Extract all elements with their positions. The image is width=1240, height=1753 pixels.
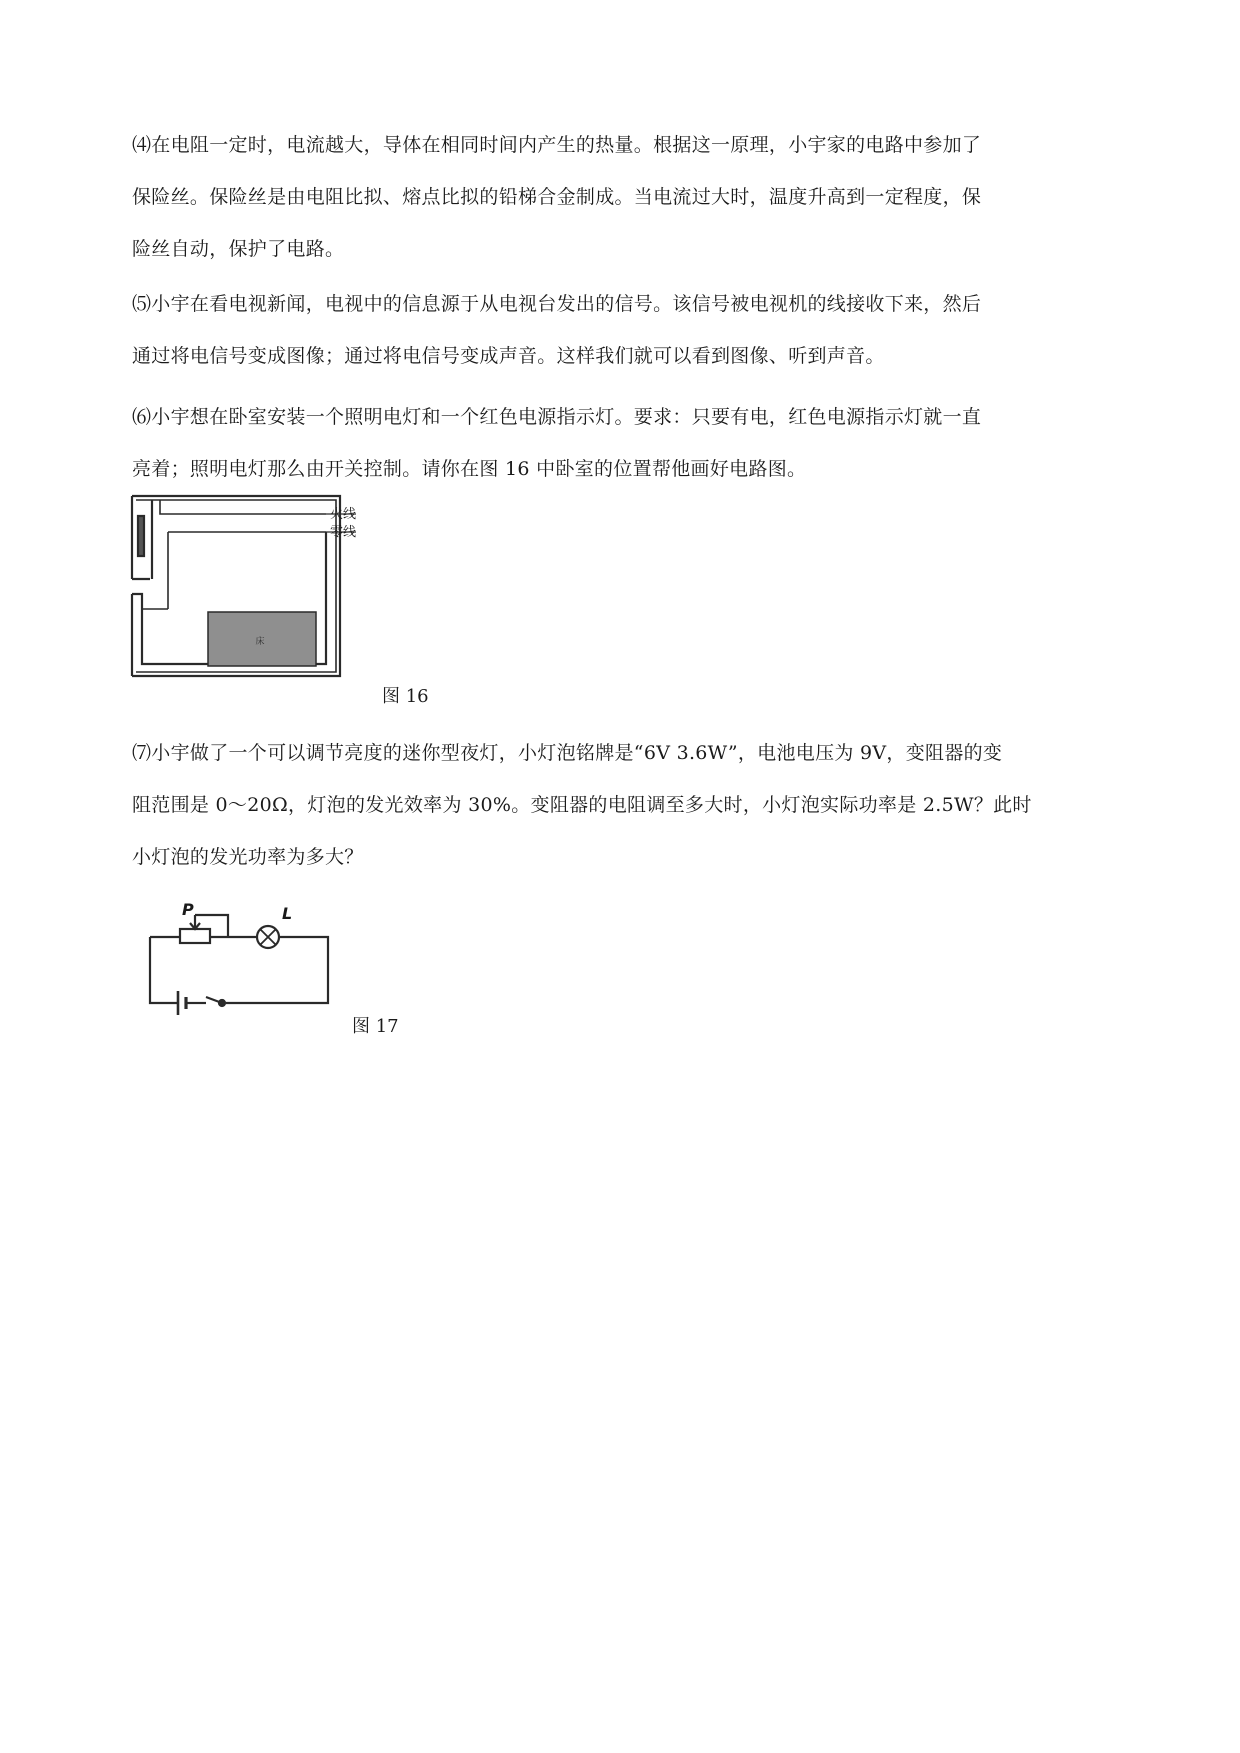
question-6-line-2: 亮着；照明电灯那么由开关控制。请你在图 16 中卧室的位置帮他画好电路图。 <box>132 458 807 480</box>
figure-16-caption: 图 16 <box>382 686 429 707</box>
question-7-line-2: 阻范围是 0～20Ω，灯泡的发光效率为 30%。变阻器的电阻调至多大时，小灯泡实际功率是 2.5W？此时 <box>132 794 1032 816</box>
rheostat-label: P <box>182 900 194 919</box>
figure-17-caption: 图 17 <box>352 1016 399 1037</box>
bed-label: 床 <box>255 637 265 647</box>
lamp-label: L <box>282 904 293 923</box>
question-6-line-1: ⑹小宇想在卧室安装一个照明电灯和一个红色电源指示灯。要求：只要有电，红色电源指示灯就一直 <box>132 406 982 428</box>
question-7-line-1: ⑺小宇做了一个可以调节亮度的迷你型夜灯，小灯泡铭牌是“6V 3.6W”，电池电压为 9V，变阻器的变 <box>132 742 1003 764</box>
rheostat-body <box>180 929 210 943</box>
door-edge-bottom <box>132 594 142 604</box>
figure-17-circuit <box>140 895 340 1020</box>
right-wire <box>226 937 328 1003</box>
question-7-line-3: 小灯泡的发光功率为多大？ <box>132 846 364 868</box>
live-wire-label: 火线 <box>330 507 357 522</box>
question-4 <box>132 119 1122 275</box>
figure-17-drawing <box>140 895 340 1020</box>
question-5 <box>132 278 1122 382</box>
question-5-line-1: ⑸小宇在看电视新闻，电视中的信息源于从电视台发出的信号。该信号被电视机的线接收下来，然后 <box>132 293 982 315</box>
question-7 <box>132 727 1122 883</box>
question-4-line-1: ⑷在电阻一定时，电流越大，导体在相同时间内产生的热量。根据这一原理，小宇家的电路中参加了 <box>132 134 982 156</box>
question-6 <box>132 391 1122 495</box>
left-window-block <box>138 516 144 556</box>
figure-16-drawing <box>130 494 400 694</box>
question-5-line-2: 通过将电信号变成图像；通过将电信号变成声音。这样我们就可以看到图像、听到声音。 <box>132 345 885 367</box>
left-wire <box>150 937 178 1003</box>
neutral-wire-label: 零线 <box>330 525 357 540</box>
lamp-cross <box>260 929 276 945</box>
question-4-line-3: 险丝自动，保护了电路。 <box>132 238 345 260</box>
slider-wire <box>195 915 228 937</box>
question-4-line-2: 保险丝。保险丝是由电阻比拟、熔点比拟的铅梯合金制成。当电流过大时，温度升高到一定程度，保 <box>132 186 982 208</box>
figure-16-bedroom-plan <box>130 494 400 694</box>
live-wire <box>160 500 326 514</box>
